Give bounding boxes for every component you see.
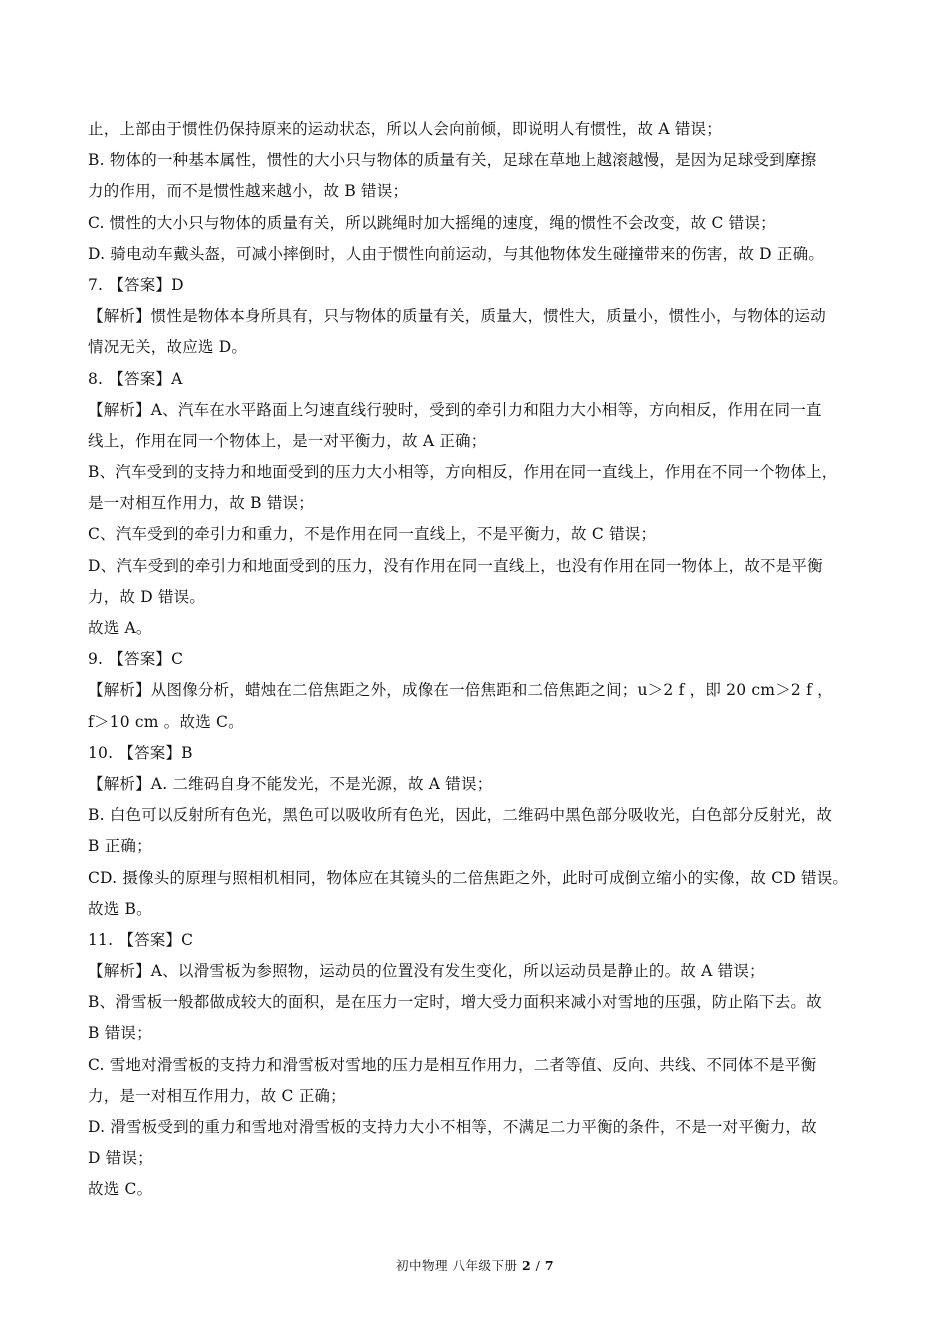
footer-subject: 初中物理 bbox=[395, 1258, 448, 1273]
answer-heading: 11. 【答案】C bbox=[88, 930, 194, 949]
text-line: B、汽车受到的支持力和地面受到的压力大小相等，方向相反，作用在同一直线上，作用在不同一个物体上， bbox=[88, 463, 838, 482]
footer-page-current: 2 bbox=[521, 1258, 532, 1273]
text-line: 【解析】惯性是物体本身所具有，只与物体的质量有关，质量大，惯性大，质量小，惯性小，与物体的运动 bbox=[88, 307, 826, 326]
text-line: B、滑雪板一般都做成较大的面积，是在压力一定时，增大受力面积来减小对雪地的压强，防止陷下去。故 bbox=[88, 993, 822, 1012]
answer-heading: 10. 【答案】B bbox=[88, 743, 193, 762]
text-line: D. 滑雪板受到的重力和雪地对滑雪板的支持力大小不相等，不满足二力平衡的条件，不是一对平衡力，故 bbox=[88, 1118, 817, 1136]
text-line: 线上，作用在同一个物体上，是一对平衡力，故 A 正确； bbox=[88, 431, 487, 450]
text-line: B 错误； bbox=[88, 1024, 152, 1043]
text-line: 是一对相互作用力，故 B 错误； bbox=[88, 494, 314, 513]
footer-page-total: 7 bbox=[544, 1258, 555, 1273]
text-line: 【解析】A. 二维码自身不能发光，不是光源，故 A 错误； bbox=[88, 774, 493, 793]
answer-heading: 9. 【答案】C bbox=[88, 650, 184, 669]
text-line: C. 惯性的大小只与物体的质量有关，所以跳绳时加大摇绳的速度，绳的惯性不会改变，故 C 错误； bbox=[88, 213, 776, 232]
text-line: 【解析】A、汽车在水平路面上匀速直线行驶时，受到的牵引力和阻力大小相等，方向相反，作用在同一直 bbox=[88, 400, 822, 419]
answer-heading: 7. 【答案】D bbox=[88, 275, 184, 294]
text-line: 故选 B。 bbox=[88, 899, 152, 918]
text-line: 情况无关，故应选 D。 bbox=[88, 338, 248, 357]
text-line: D 错误； bbox=[88, 1149, 153, 1168]
text-line: 止，上部由于惯性仍保持原来的运动状态，所以人会向前倾，即说明人有惯性，故 A 错误； bbox=[88, 120, 722, 138]
text-line: B. 物体的一种基本属性，惯性的大小只与物体的质量有关，足球在草地上越滚越慢，是因为足球受到摩擦 bbox=[88, 151, 817, 170]
text-line: 力的作用，而不是惯性越来越小，故 B 错误； bbox=[88, 182, 409, 201]
text-line: 【解析】A、以滑雪板为参照物，运动员的位置没有发生变化，所以运动员是静止的。故 A 错误； bbox=[88, 962, 765, 981]
text-line: f＞10 cm 。故选 C。 bbox=[88, 712, 244, 731]
text-line: C、汽车受到的牵引力和重力，不是作用在同一直线上，不是平衡力，故 C 错误； bbox=[88, 525, 657, 544]
text-line: B 正确； bbox=[88, 837, 152, 856]
text-line: B. 白色可以反射所有色光，黑色可以吸收所有色光，因此，二维码中黑色部分吸收光，白色部分反射光，故 bbox=[88, 806, 833, 825]
answer-heading: 8. 【答案】A bbox=[88, 369, 183, 388]
text-line: 【解析】从图像分析，蜡烛在二倍焦距之外，成像在一倍焦距和二倍焦距之间；u＞2 f ，即 20 cm＞2 f ， bbox=[88, 681, 833, 700]
text-line: 力，是一对相互作用力，故 C 正确； bbox=[88, 1086, 346, 1105]
text-line: 故选 A。 bbox=[88, 619, 152, 637]
text-line: C. 雪地对滑雪板的支持力和滑雪板对雪地的压力是相互作用力，二者等值、反向、共线、不同体不是平衡 bbox=[88, 1055, 817, 1074]
text-line: CD. 摄像头的原理与照相机相同，物体应在其镜头的二倍焦距之外，此时可成倒立缩小的实像，故 CD 错误。 bbox=[88, 868, 849, 887]
footer-page-separator: / bbox=[535, 1258, 541, 1273]
page-footer bbox=[0, 1256, 950, 1274]
text-line: D、汽车受到的牵引力和地面受到的压力，没有作用在同一直线上，也没有作用在同一物体上，故不是平衡 bbox=[88, 556, 823, 575]
footer-grade: 八年级下册 bbox=[452, 1258, 518, 1273]
text-line: 故选 C。 bbox=[88, 1180, 153, 1199]
page-body bbox=[88, 114, 864, 1206]
text-line: 力，故 D 错误。 bbox=[88, 587, 206, 606]
text-line: D. 骑电动车戴头盔，可减小摔倒时，人由于惯性向前运动，与其他物体发生碰撞带来的伤害，故 D 正确。 bbox=[88, 244, 825, 263]
